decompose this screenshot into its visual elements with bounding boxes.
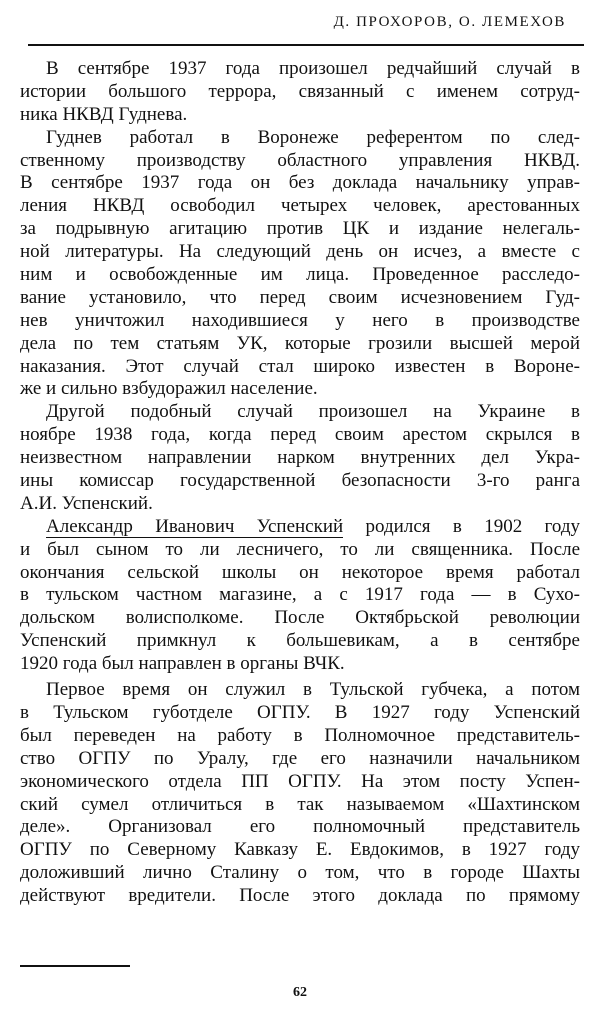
text-line (20, 172, 580, 195)
line-text: деле». Организовал его полномочный представитель (20, 816, 580, 838)
line-text: ины комиссар государственной безопасности 3-го ранга (20, 470, 580, 492)
line-text: в тульском частном магазине, а с 1917 года — в Сухо- (20, 584, 580, 606)
text-line (20, 310, 580, 333)
text-line (20, 401, 580, 424)
line-text: ноябре 1938 года, когда перед своим арестом скрылся в (20, 424, 580, 446)
line-text: родился в 1902 году (365, 515, 581, 537)
text-line (20, 862, 580, 885)
text-line (20, 127, 580, 150)
line-text: Другой подобный случай произошел на Украине в (46, 401, 580, 423)
text-line (20, 584, 580, 607)
line-text: ственному производству областного управления НКВД. (20, 149, 580, 171)
line-text: ления НКВД освободил четырех человек, арестованных (20, 195, 580, 217)
text-line (20, 794, 580, 817)
line-text: Успенский примкнул к большевикам, а в сентябре (20, 630, 580, 652)
line-text: ство ОГПУ по Уралу, где его назначили начальником (20, 747, 580, 769)
line-text: действуют вредители. После этого доклада по прямому (20, 885, 580, 907)
line-text: ОГПУ по Северному Кавказу Е. Евдокимов, в 1927 году (20, 839, 580, 861)
line-text: 1920 года был направлен в органы ВЧК. (20, 653, 345, 675)
text-line (20, 150, 580, 173)
line-text: вание установило, что перед своим исчезновением Гуд- (20, 286, 580, 308)
line-text: ника НКВД Гуднева. (20, 103, 188, 125)
text-line (20, 607, 580, 630)
underlined-name: Александр Иванович Успенский (46, 515, 344, 537)
text-line (20, 493, 580, 516)
line-text: ним и освобожденные им лица. Проведенное расследо- (20, 264, 580, 286)
running-header: Д. ПРОХОРОВ, О. ЛЕМЕХОВ (333, 14, 566, 30)
text-line (20, 885, 580, 908)
text-line (20, 653, 580, 676)
line-text: за подрывную агитацию против ЦК и издание нелегаль- (20, 218, 580, 240)
page-number: 62 (293, 985, 307, 1000)
text-line (20, 679, 580, 702)
line-text: в Тульском губотделе ОГПУ. В 1927 году Успенский (20, 701, 580, 723)
line-text: В сентябре 1937 года он без доклада начальнику управ- (20, 172, 580, 194)
body-text (20, 58, 580, 908)
text-line (20, 771, 580, 794)
line-text: неизвестном направлении нарком внутренних дел Укра- (20, 447, 580, 469)
line-text: дела по тем статьям УК, которые грозили высшей мерой (20, 332, 580, 354)
text-line (20, 702, 580, 725)
text-line (20, 447, 580, 470)
text-line (20, 839, 580, 862)
line-text: ной литературы. На следующий день он исчез, а вместе с (20, 241, 580, 263)
text-line (20, 516, 580, 539)
line-text: Гуднев работал в Воронеже референтом по след- (46, 126, 580, 148)
text-line (20, 748, 580, 771)
text-line (20, 218, 580, 241)
header-rule (28, 44, 584, 46)
line-text: же и сильно взбудоражил население. (20, 378, 318, 400)
line-text: ский сумел отличиться в так называемом «Шахтинском (20, 793, 580, 815)
line-text: Первое время он служил в Тульской губчека, а потом (46, 679, 580, 701)
line-text: окончания сельской школы он некоторое время работал (20, 561, 580, 583)
line-text: нев уничтожил находившиеся у него в производстве (20, 309, 580, 331)
text-line (20, 539, 580, 562)
line-text: и был сыном то ли лесничего, то ли священника. После (20, 538, 580, 560)
text-line (20, 562, 580, 585)
text-line (20, 333, 580, 356)
line-text: экономического отдела ПП ОГПУ. На этом посту Успен- (20, 770, 580, 792)
text-line (20, 424, 580, 447)
line-text: был переведен на работу в Полномочное представитель- (20, 724, 580, 746)
text-line (20, 287, 580, 310)
text-line (20, 195, 580, 218)
text-line (20, 81, 580, 104)
text-line (20, 58, 580, 81)
line-text: истории большого террора, связанный с именем сотруд- (20, 80, 580, 102)
footnote-rule (20, 965, 130, 967)
text-line (20, 264, 580, 287)
line-text: наказания. Этот случай стал широко известен в Вороне- (20, 355, 580, 377)
line-text: А.И. Успенский. (20, 492, 153, 514)
text-line (20, 630, 580, 653)
text-line (20, 816, 580, 839)
text-line (20, 241, 580, 264)
line-text: В сентябре 1937 года произошел редчайший случай в (46, 58, 580, 79)
text-line (20, 378, 580, 401)
text-line (20, 104, 580, 127)
text-line (20, 356, 580, 379)
line-text: дольском волисполкоме. После Октябрьской революции (20, 607, 580, 629)
text-line (20, 470, 580, 493)
text-line (20, 725, 580, 748)
line-text: доложивший лично Сталину о том, что в городе Шахты (20, 862, 580, 884)
